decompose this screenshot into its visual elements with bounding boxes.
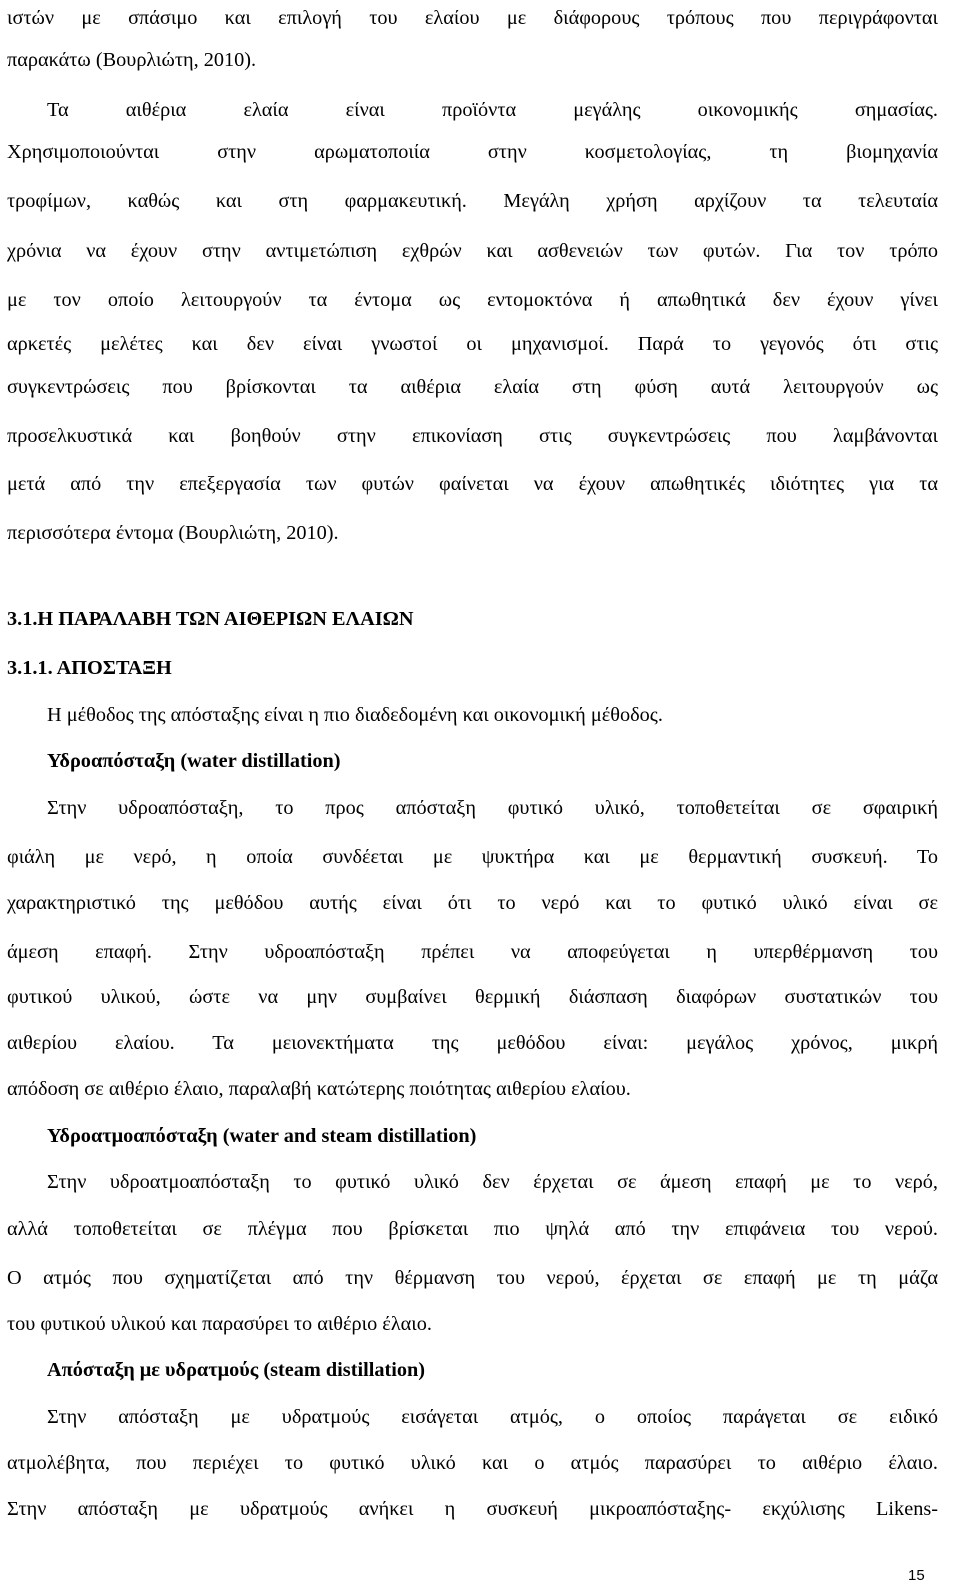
section-heading: 3.1.Η ΠΑΡΑΛΑΒΗ ΤΩΝ ΑΙΘΕΡΙΩΝ ΕΛΑΙΩΝ xyxy=(7,608,414,630)
body-line: Στην απόσταξη με υδρατμούς ανήκει η συσκευή μικροαπόσταξης- εκχύλισης Likens- xyxy=(7,1498,938,1520)
body-line: με τον οποίο λειτουργούν τα έντομα ως εντομοκτόνα ή απωθητικά δεν έχουν γίνει xyxy=(7,289,938,311)
method-heading: Υδροατμοαπόσταξη (water and steam distillation) xyxy=(47,1125,477,1147)
body-line: Στην υδροατμοαπόσταξη το φυτικό υλικό δεν έρχεται σε άμεση επαφή με το νερό, xyxy=(47,1171,938,1193)
body-line: Τα αιθέρια ελαία είναι προϊόντα μεγάλης οικονομικής σημασίας. xyxy=(47,99,938,121)
body-line: μετά από την επεξεργασία των φυτών φαίνεται να έχουν απωθητικές ιδιότητες για τα xyxy=(7,473,938,495)
body-line: Στην απόσταξη με υδρατμούς εισάγεται ατμός, ο οποίος παράγεται σε ειδικό xyxy=(47,1406,938,1428)
body-line: φιάλη με νερό, η οποία συνδέεται με ψυκτήρα και με θερμαντική συσκευή. Το xyxy=(7,846,938,868)
body-line: αρκετές μελέτες και δεν είναι γνωστοί οι μηχανισμοί. Παρά το γεγονός ότι στις xyxy=(7,333,938,355)
body-line: Η μέθοδος της απόσταξης είναι η πιο διαδεδομένη και οικονομική μέθοδος. xyxy=(47,704,663,726)
body-line: χρόνια να έχουν στην αντιμετώπιση εχθρών και ασθενειών των φυτών. Για τον τρόπο xyxy=(7,240,938,262)
body-line: παρακάτω (Βουρλιώτη, 2010). xyxy=(7,49,257,71)
body-line: ατμολέβητα, που περιέχει το φυτικό υλικό και ο ατμός παρασύρει το αιθέριο έλαιο. xyxy=(7,1452,938,1474)
body-line: Στην υδροαπόσταξη, το προς απόσταξη φυτικό υλικό, τοποθετείται σε σφαιρική xyxy=(47,797,938,819)
subsection-heading: 3.1.1. ΑΠΟΣΤΑΞΗ xyxy=(7,657,172,679)
method-heading: Απόσταξη με υδρατμούς (steam distillation) xyxy=(47,1359,426,1381)
body-line: τροφίμων, καθώς και στη φαρμακευτική. Μεγάλη χρήση αρχίζουν τα τελευταία xyxy=(7,190,938,212)
body-line: χαρακτηριστικό της μεθόδου αυτής είναι ότι το νερό και το φυτικό υλικό είναι σε xyxy=(7,892,938,914)
body-line: φυτικού υλικού, ώστε να μην συμβαίνει θερμική διάσπαση διαφόρων συστατικών του xyxy=(7,986,938,1008)
method-heading: Υδροαπόσταξη (water distillation) xyxy=(47,750,341,772)
body-line: απόδοση σε αιθέριο έλαιο, παραλαβή κατώτερης ποιότητας αιθερίου ελαίου. xyxy=(7,1078,631,1100)
body-line: αιθερίου ελαίου. Τα μειονεκτήματα της μεθόδου είναι: μεγάλος χρόνος, μικρή xyxy=(7,1032,938,1054)
body-line: περισσότερα έντομα (Βουρλιώτη, 2010). xyxy=(7,522,339,544)
body-line: προσελκυστικά και βοηθούν στην επικονίαση στις συγκεντρώσεις που λαμβάνονται xyxy=(7,425,938,447)
body-line: του φυτικού υλικού και παρασύρει το αιθέριο έλαιο. xyxy=(7,1313,432,1335)
body-line: άμεση επαφή. Στην υδροαπόσταξη πρέπει να αποφεύγεται η υπερθέρμανση του xyxy=(7,941,938,963)
body-line: αλλά τοποθετείται σε πλέγμα που βρίσκεται πιο ψηλά από την επιφάνεια του νερού. xyxy=(7,1218,938,1240)
body-line: ιστών με σπάσιμο και επιλογή του ελαίου με διάφορους τρόπους που περιγράφονται xyxy=(7,7,938,29)
body-line: Ο ατμός που σχηματίζεται από την θέρμανση του νερού, έρχεται σε επαφή με τη μάζα xyxy=(7,1267,938,1289)
body-line: Χρησιμοποιούνται στην αρωματοποιία στην κοσμετολογίας, τη βιομηχανία xyxy=(7,141,938,163)
body-line: συγκεντρώσεις που βρίσκονται τα αιθέρια ελαία στη φύση αυτά λειτουργούν ως xyxy=(7,376,938,398)
page-number: 15 xyxy=(908,1567,925,1584)
